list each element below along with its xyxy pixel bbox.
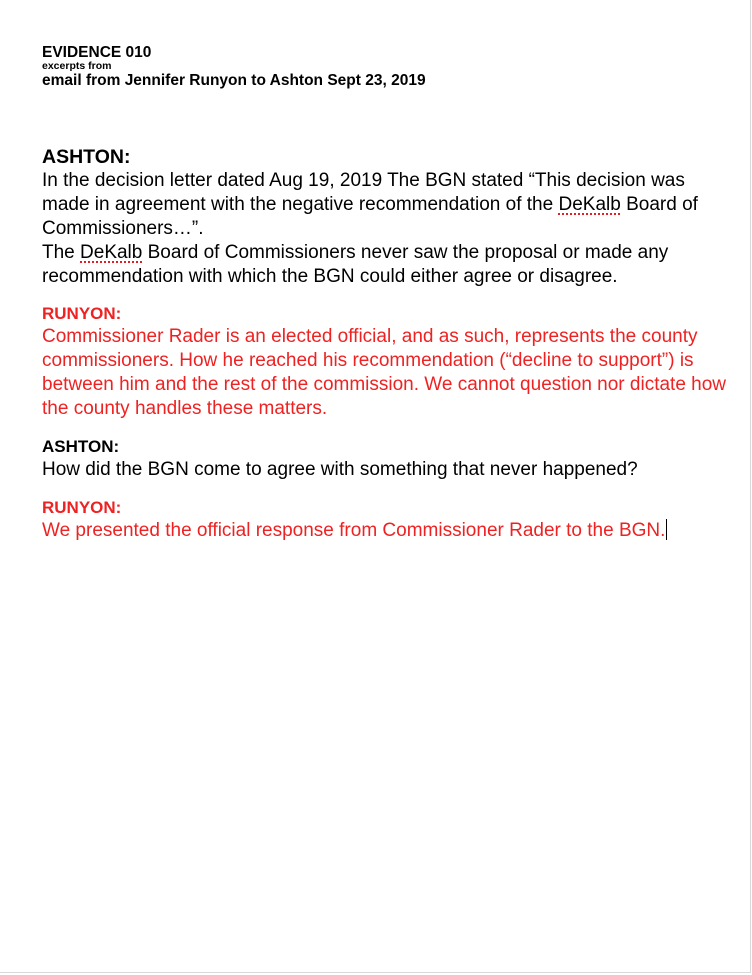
- email-excerpts: [42, 145, 732, 543]
- ashton-question: How did the BGN come to agree with something that never happened?: [42, 459, 638, 480]
- runyon-final-text: We presented the official response from Commissioner Rader to the BGN.: [42, 520, 666, 541]
- document-header: [42, 44, 426, 90]
- spacer: [42, 289, 732, 303]
- evidence-title: EVIDENCE 010: [42, 44, 152, 61]
- excerpts-subtitle: excerpts from: [42, 60, 112, 72]
- ashton-p2-text-a: The: [42, 242, 81, 263]
- ashton-paragraph-1: [42, 169, 732, 241]
- email-description: email from Jennifer Runyon to Ashton Sept 23, 2019: [42, 72, 426, 89]
- ashton-p2-text-b: Board of Commissioners never saw the proposal or made any recommendation with which the BGN could either agree or disagree.: [42, 242, 669, 287]
- speaker-label-ashton: ASHTON:: [42, 437, 120, 456]
- runyon-paragraph-2[interactable]: [42, 519, 732, 543]
- ashton-paragraph-2: [42, 241, 732, 289]
- runyon-response-2: [42, 497, 732, 543]
- ashton-statement-2: [42, 436, 732, 482]
- runyon-response-1: [42, 303, 732, 421]
- spacer: [42, 482, 732, 497]
- speaker-label-ashton: ASHTON:: [42, 146, 131, 168]
- spellcheck-word-dekalb[interactable]: DeKalb: [558, 194, 621, 215]
- ashton-p1-text-b: Board of Commissioners…”.: [42, 194, 698, 239]
- speaker-label-runyon: RUNYON:: [42, 304, 122, 323]
- spacer: [42, 421, 732, 436]
- spellcheck-word-dekalb[interactable]: DeKalb: [80, 242, 143, 263]
- speaker-label-runyon: RUNYON:: [42, 498, 122, 517]
- ashton-statement-1: [42, 145, 732, 289]
- runyon-paragraph-1: Commissioner Rader is an elected official, and as such, represents the county commissioners. How he reached his recommendation (“decline to support”) is between him and the rest of the commission. We cannot question nor dictate how the county handles these matters.: [42, 326, 727, 419]
- text-cursor: [666, 519, 667, 540]
- ashton-p1-text-a: In the decision letter dated Aug 19, 2019 The BGN stated “This decision was made in agreement with the negative recommendation of the: [42, 170, 685, 215]
